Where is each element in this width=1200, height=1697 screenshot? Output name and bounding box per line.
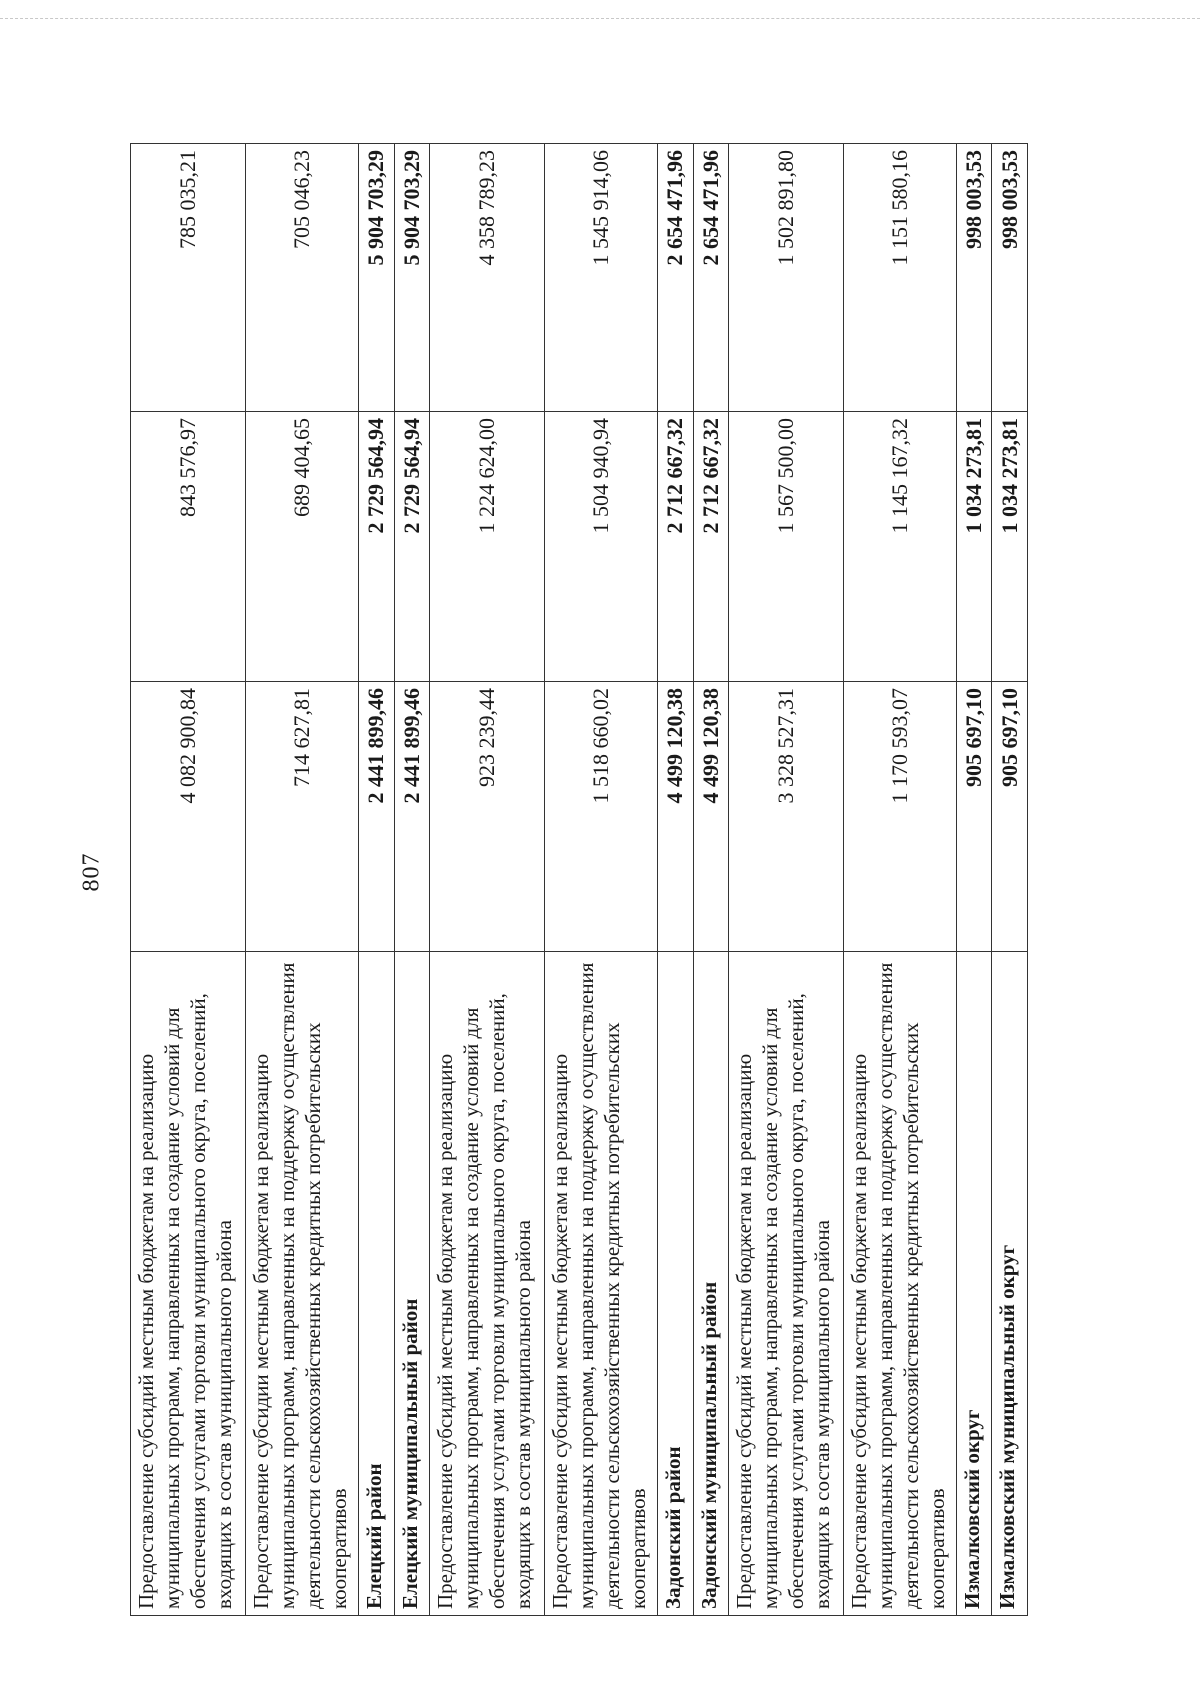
value-cell-year1: 923 239,44 bbox=[429, 682, 544, 952]
table-row-total bbox=[394, 144, 429, 1616]
budget-table-rotated bbox=[130, 144, 1028, 1616]
table-row bbox=[728, 144, 843, 1616]
row-name-cell: Елецкий муниципальный район bbox=[394, 952, 429, 1616]
value-cell-year1: 1 518 660,02 bbox=[544, 682, 658, 952]
value-cell-year2: 2 712 667,32 bbox=[658, 412, 693, 682]
table-row bbox=[245, 144, 359, 1616]
table-row-total bbox=[359, 144, 394, 1616]
value-cell-year3: 5 904 703,29 bbox=[359, 144, 394, 412]
value-cell-year1: 714 627,81 bbox=[245, 682, 359, 952]
value-cell-year3: 1 545 914,06 bbox=[544, 144, 658, 412]
budget-table bbox=[130, 143, 1028, 1616]
value-cell-year2: 1 034 273,81 bbox=[957, 412, 992, 682]
value-cell-year2: 1 504 940,94 bbox=[544, 412, 658, 682]
table-row-total bbox=[957, 144, 992, 1616]
value-cell-year1: 1 170 593,07 bbox=[843, 682, 957, 952]
value-cell-year1: 2 441 899,46 bbox=[394, 682, 429, 952]
row-name-cell: Предоставление субсидий местным бюджетам на реализацию муниципальных программ, направленных на создание условий для обеспечения услугами торговли муниципального округа, поселений, входящих в состав муниципального района bbox=[429, 952, 544, 1616]
row-name-cell: Предоставление субсидий местным бюджетам на реализацию муниципальных программ, направленных на создание условий для обеспечения услугами торговли муниципального округа, поселений, входящих в состав муниципального района bbox=[131, 952, 246, 1616]
row-name-cell: Задонский район bbox=[658, 952, 693, 1616]
row-name-cell: Предоставление субсидий местным бюджетам на реализацию муниципальных программ, направленных на создание условий для обеспечения услугами торговли муниципального округа, поселений, входящих в состав муниципального района bbox=[728, 952, 843, 1616]
row-name-cell: Предоставление субсидии местным бюджетам на реализацию муниципальных программ, направленных на поддержку осуществления деятельности сельскохозяйственных кредитных потребительских кооперативов bbox=[544, 952, 658, 1616]
value-cell-year2: 2 712 667,32 bbox=[693, 412, 728, 682]
row-name-cell: Елецкий район bbox=[359, 952, 394, 1616]
value-cell-year2: 689 404,65 bbox=[245, 412, 359, 682]
value-cell-year3: 2 654 471,96 bbox=[658, 144, 693, 412]
value-cell-year3: 785 035,21 bbox=[131, 144, 246, 412]
table-row bbox=[544, 144, 658, 1616]
page-number: 807 bbox=[78, 852, 105, 892]
value-cell-year2: 1 034 273,81 bbox=[992, 412, 1028, 682]
value-cell-year2: 2 729 564,94 bbox=[394, 412, 429, 682]
value-cell-year2: 2 729 564,94 bbox=[359, 412, 394, 682]
value-cell-year3: 5 904 703,29 bbox=[394, 144, 429, 412]
table-row bbox=[429, 144, 544, 1616]
value-cell-year1: 2 441 899,46 bbox=[359, 682, 394, 952]
table-body bbox=[131, 144, 1028, 1616]
value-cell-year3: 2 654 471,96 bbox=[693, 144, 728, 412]
value-cell-year3: 1 502 891,80 bbox=[728, 144, 843, 412]
table-row-total bbox=[693, 144, 728, 1616]
value-cell-year2: 1 224 624,00 bbox=[429, 412, 544, 682]
row-name-cell: Задонский муниципальный район bbox=[693, 952, 728, 1616]
value-cell-year1: 3 328 527,31 bbox=[728, 682, 843, 952]
row-name-cell: Измалковский округ bbox=[957, 952, 992, 1616]
scan-edge-line bbox=[0, 18, 1200, 19]
value-cell-year1: 905 697,10 bbox=[957, 682, 992, 952]
table-row-total bbox=[992, 144, 1028, 1616]
value-cell-year1: 905 697,10 bbox=[992, 682, 1028, 952]
value-cell-year3: 998 003,53 bbox=[957, 144, 992, 412]
table-row bbox=[843, 144, 957, 1616]
value-cell-year1: 4 499 120,38 bbox=[693, 682, 728, 952]
value-cell-year3: 998 003,53 bbox=[992, 144, 1028, 412]
table-row bbox=[131, 144, 246, 1616]
row-name-cell: Предоставление субсидии местным бюджетам на реализацию муниципальных программ, направленных на поддержку осуществления деятельности сельскохозяйственных кредитных потребительских кооперативов bbox=[843, 952, 957, 1616]
row-name-cell: Измалковский муниципальный округ bbox=[992, 952, 1028, 1616]
table-row-total bbox=[658, 144, 693, 1616]
value-cell-year1: 4 082 900,84 bbox=[131, 682, 246, 952]
value-cell-year3: 705 046,23 bbox=[245, 144, 359, 412]
value-cell-year2: 1 145 167,32 bbox=[843, 412, 957, 682]
value-cell-year3: 1 151 580,16 bbox=[843, 144, 957, 412]
value-cell-year2: 1 567 500,00 bbox=[728, 412, 843, 682]
row-name-cell: Предоставление субсидии местным бюджетам на реализацию муниципальных программ, направленных на поддержку осуществления деятельности сельскохозяйственных кредитных потребительских кооперативов bbox=[245, 952, 359, 1616]
value-cell-year2: 843 576,97 bbox=[131, 412, 246, 682]
value-cell-year3: 4 358 789,23 bbox=[429, 144, 544, 412]
value-cell-year1: 4 499 120,38 bbox=[658, 682, 693, 952]
